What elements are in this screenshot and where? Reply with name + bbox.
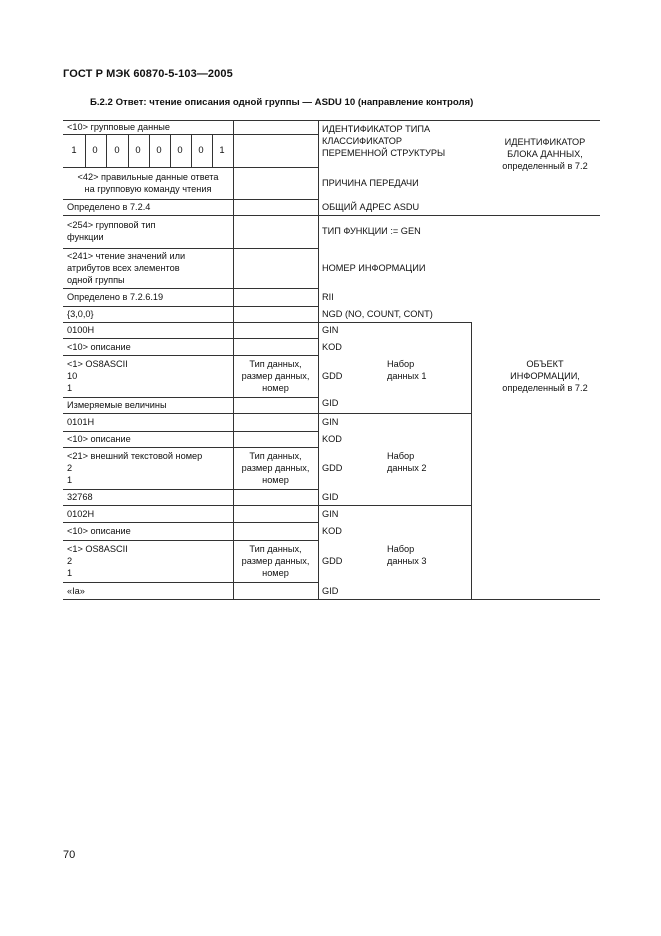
gid-value-2: 32768	[67, 492, 93, 502]
gdd-value-3-line2: 2	[67, 556, 73, 566]
dataset-2-line1: Набор	[387, 451, 415, 461]
field-gin-3: GIN	[322, 509, 339, 519]
gdd-value-3-line1: <1> OS8ASCII	[67, 544, 128, 554]
gin-value-2: 0101H	[67, 417, 95, 427]
field-ngd: NGD (NO, COUNT, CONT)	[322, 309, 433, 319]
field-vsq-line2: ПЕРЕМЕННОЙ СТРУКТУРЫ	[322, 148, 446, 158]
bit-cell: 0	[92, 144, 98, 155]
info-object-line2: ИНФОРМАЦИИ,	[510, 371, 580, 381]
dataset-3-line1: Набор	[387, 544, 415, 554]
gid-value-1: Измеряемые величины	[67, 400, 167, 410]
field-gdd-3: GDD	[322, 556, 343, 566]
bit-cell: 0	[198, 144, 204, 155]
dataset-1-line2: данных 1	[387, 371, 427, 381]
datatype-label-1-line3: номер	[262, 383, 289, 393]
group-data-label: <10> групповые данные	[67, 122, 170, 132]
bit-cell: 0	[135, 144, 141, 155]
dataset-1-line1: Набор	[387, 359, 415, 369]
block-id-line3: определенный в 7.2	[502, 161, 588, 171]
field-gid-2: GID	[322, 492, 339, 502]
block-id-line2: БЛОКА ДАННЫХ,	[507, 149, 583, 159]
kod-value-1: <10> описание	[67, 342, 131, 352]
kod-value-3: <10> описание	[67, 526, 131, 536]
datatype-label-3-line2: размер данных,	[241, 556, 310, 566]
field-gdd-1: GDD	[322, 371, 343, 381]
block-id-line1: ИДЕНТИФИКАТОР	[504, 137, 586, 147]
cot-value-line1: <42> правильные данные ответа	[77, 172, 219, 182]
gdd-value-1-line3: 1	[67, 383, 73, 393]
field-type-id: ИДЕНТИФИКАТОР ТИПА	[322, 124, 431, 134]
bit-cell: 1	[219, 144, 225, 155]
field-inf: НОМЕР ИНФОРМАЦИИ	[322, 263, 426, 273]
page-number: 70	[63, 849, 76, 861]
fun-value-line2: функции	[67, 232, 104, 242]
bit-cell: 0	[177, 144, 183, 155]
ngd-value: {3,0,0}	[67, 309, 94, 319]
fun-value-line1: <254> групповой тип	[67, 220, 156, 230]
field-gid-1: GID	[322, 398, 339, 408]
field-vsq-line1: КЛАССИФИКАТОР	[322, 136, 403, 146]
field-gin-1: GIN	[322, 325, 339, 335]
cot-value-line2: на групповую команду чтения	[84, 184, 212, 194]
dataset-2-line2: данных 2	[387, 463, 427, 473]
datatype-label-3-line3: номер	[262, 568, 289, 578]
field-gin-2: GIN	[322, 417, 339, 427]
kod-value-2: <10> описание	[67, 434, 131, 444]
gdd-value-2-line1: <21> внешний текстовой номер	[67, 451, 203, 461]
inf-value-line3: одной группы	[67, 275, 125, 285]
field-gdd-2: GDD	[322, 463, 343, 473]
document-header: ГОСТ Р МЭК 60870-5-103—2005	[63, 68, 233, 80]
field-cot: ПРИЧИНА ПЕРЕДАЧИ	[322, 178, 419, 188]
info-object-line1: ОБЪЕКТ	[526, 359, 564, 369]
gdd-value-2-line3: 1	[67, 475, 73, 485]
field-kod-1: KOD	[322, 342, 342, 352]
dataset-3-line2: данных 3	[387, 556, 427, 566]
datatype-label-1-line2: размер данных,	[241, 371, 310, 381]
bit-cell: 0	[156, 144, 162, 155]
gdd-value-1-line2: 10	[67, 371, 78, 381]
datatype-label-2-line2: размер данных,	[241, 463, 310, 473]
datatype-label-3-line1: Тип данных,	[249, 544, 302, 554]
datatype-label-1-line1: Тип данных,	[249, 359, 302, 369]
section-title: Б.2.2 Ответ: чтение описания одной группы — ASDU 10 (направление контроля)	[90, 97, 474, 108]
field-common-address: ОБЩИЙ АДРЕС ASDU	[322, 202, 420, 212]
datatype-label-2-line3: номер	[262, 475, 289, 485]
gdd-value-2-line2: 2	[67, 463, 73, 473]
gid-value-3: «Ia»	[67, 586, 85, 596]
inf-value-line1: <241> чтение значений или	[67, 251, 186, 261]
bit-cell: 0	[114, 144, 120, 155]
inf-value-line2: атрибутов всех элементов	[67, 263, 180, 273]
bit-cell: 1	[71, 144, 77, 155]
field-kod-3: KOD	[322, 526, 342, 536]
field-rii: RII	[322, 292, 334, 302]
rii-value: Определено в 7.2.6.19	[67, 292, 164, 302]
info-object-line3: определенный в 7.2	[502, 383, 588, 393]
field-fun: ТИП ФУНКЦИИ := GEN	[322, 226, 421, 236]
gdd-value-1-line1: <1> OS8ASCII	[67, 359, 128, 369]
gdd-value-3-line3: 1	[67, 568, 73, 578]
gin-value-3: 0102H	[67, 509, 95, 519]
gin-value-1: 0100H	[67, 325, 95, 335]
field-kod-2: KOD	[322, 434, 342, 444]
field-gid-3: GID	[322, 586, 339, 596]
common-addr-value: Определено в 7.2.4	[67, 202, 151, 212]
datatype-label-2-line1: Тип данных,	[249, 451, 302, 461]
